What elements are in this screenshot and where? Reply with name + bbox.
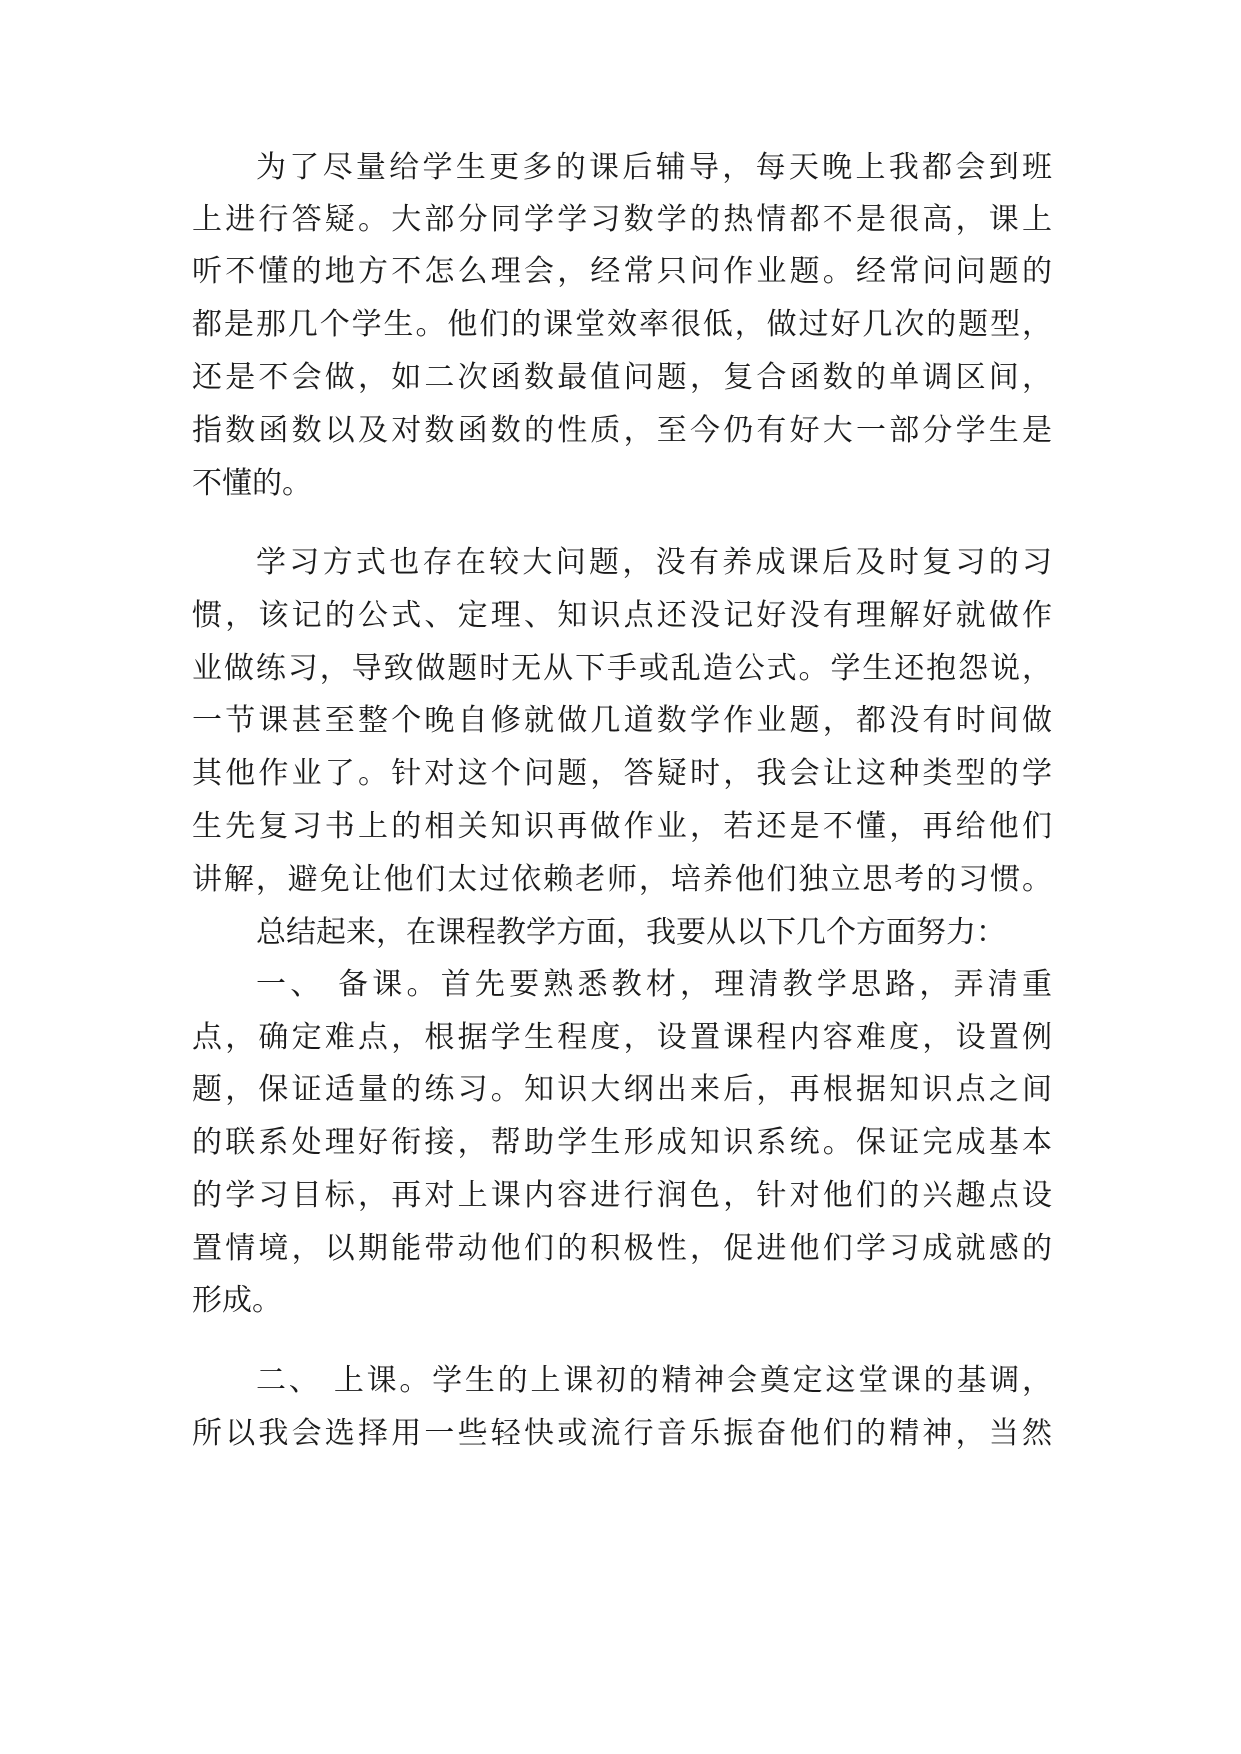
text-line: 学习方式也存在较大问题，没有养成课后及时复习的习 [256, 545, 1052, 580]
text-line: 置情境，以期能带动他们的积极性，促进他们学习成就感的 [192, 1231, 1052, 1266]
text-line: 点，确定难点，根据学生程度，设置课程内容难度，设置例 [192, 1020, 1052, 1055]
text-line: 都是那几个学生。他们的课堂效率很低，做过好几次的题型， [192, 307, 1052, 342]
text-line: 不懂的。 [192, 466, 312, 501]
text-line: 其他作业了。针对这个问题，答疑时，我会让这种类型的学 [192, 756, 1052, 791]
text-line: 一、 备课。首先要熟悉教材，理清教学思路，弄清重 [256, 967, 1052, 1002]
text-line: 惯，该记的公式、定理、知识点还没记好没有理解好就做作 [192, 598, 1052, 633]
text-line: 二、 上课。学生的上课初的精神会奠定这堂课的基调， [256, 1363, 1052, 1398]
text-line: 业做练习，导致做题时无从下手或乱造公式。学生还抱怨说， [192, 651, 1052, 686]
text-line: 形成。 [192, 1283, 282, 1318]
text-line: 听不懂的地方不怎么理会，经常只问作业题。经常问问题的 [192, 254, 1052, 289]
text-line: 讲解，避免让他们太过依赖老师，培养他们独立思考的习惯。 [192, 862, 1052, 897]
text-line: 的学习目标，再对上课内容进行润色，针对他们的兴趣点设 [192, 1178, 1052, 1213]
text-line: 题，保证适量的练习。知识大纲出来后，再根据知识点之间 [192, 1072, 1052, 1107]
text-line: 生先复习书上的相关知识再做作业，若还是不懂，再给他们 [192, 809, 1052, 844]
text-line: 的联系处理好衔接，帮助学生形成知识系统。保证完成基本 [192, 1125, 1052, 1160]
text-line: 总结起来，在课程教学方面，我要从以下几个方面努力： [256, 915, 1006, 950]
text-line: 上进行答疑。大部分同学学习数学的热情都不是很高，课上 [192, 202, 1052, 237]
text-line: 还是不会做，如二次函数最值问题，复合函数的单调区间， [192, 360, 1052, 395]
text-line: 一节课甚至整个晚自修就做几道数学作业题，都没有时间做 [192, 703, 1052, 738]
text-line: 为了尽量给学生更多的课后辅导，每天晚上我都会到班 [256, 150, 1052, 185]
text-line: 所以我会选择用一些轻快或流行音乐振奋他们的精神，当然 [192, 1416, 1052, 1451]
text-line: 指数函数以及对数函数的性质，至今仍有好大一部分学生是 [192, 413, 1052, 448]
